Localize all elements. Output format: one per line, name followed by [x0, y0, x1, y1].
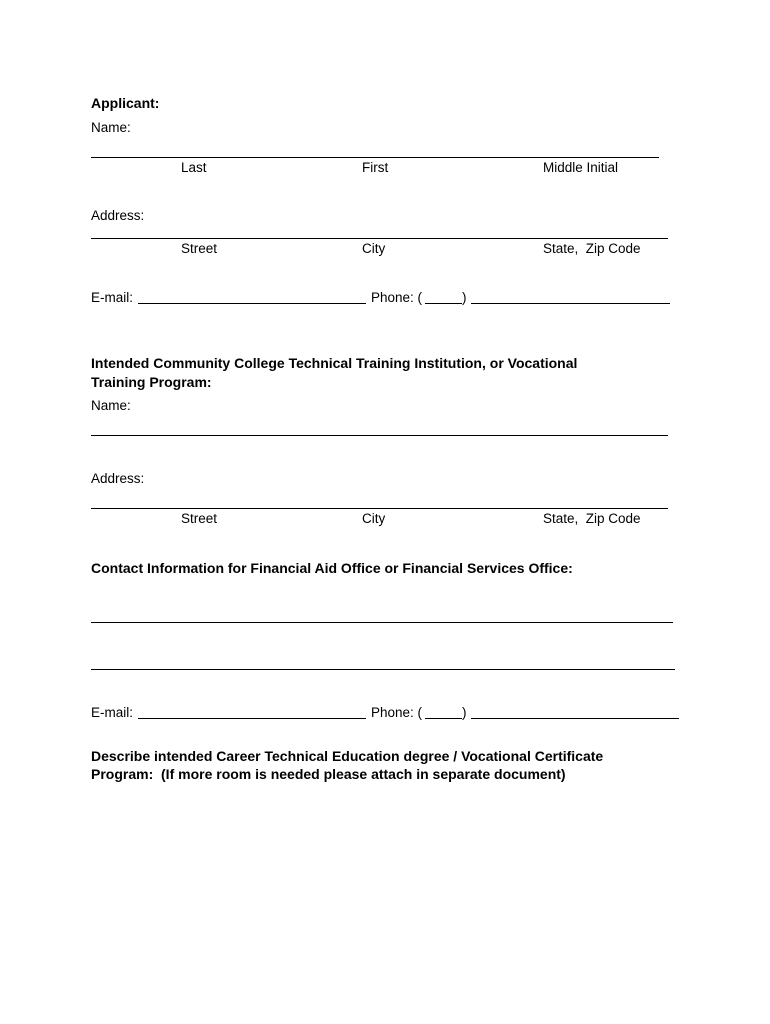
applicant-email-label: E-mail: [91, 290, 134, 305]
institution-heading-line1: Intended Community College Technical Training Institution, or Vocational [91, 355, 578, 371]
address-state-zip-caption: State, Zip Code [543, 241, 641, 256]
applicant-phone-close-paren: ) [462, 290, 467, 305]
applicant-address-label: Address: [91, 208, 145, 223]
financial-aid-phone-label: Phone: ( [371, 705, 423, 720]
name-first-caption: First [362, 160, 389, 175]
inst-address-state-zip-caption: State, Zip Code [543, 511, 641, 526]
inst-address-city-caption: City [362, 511, 386, 526]
institution-address-line[interactable] [91, 508, 668, 509]
institution-name-label: Name: [91, 398, 131, 413]
name-middle-initial-caption: Middle Initial [543, 160, 619, 175]
institution-address-label: Address: [91, 471, 145, 486]
describe-heading-line1: Describe intended Career Technical Education degree / Vocational Certificate [91, 748, 604, 764]
applicant-name-line[interactable] [91, 157, 659, 158]
name-last-caption: Last [181, 160, 207, 175]
applicant-phone-label: Phone: ( [371, 290, 423, 305]
financial-aid-line-1[interactable] [91, 622, 673, 623]
address-city-caption: City [362, 241, 386, 256]
applicant-address-line[interactable] [91, 238, 668, 239]
applicant-area-code-field[interactable] [425, 303, 462, 304]
address-street-caption: Street [181, 241, 218, 256]
financial-aid-email-label: E-mail: [91, 705, 134, 720]
applicant-phone-field[interactable] [471, 303, 670, 304]
financial-aid-heading: Contact Information for Financial Aid Office or Financial Services Office: [91, 560, 573, 576]
institution-name-line[interactable] [91, 435, 668, 436]
financial-aid-area-code-field[interactable] [425, 718, 462, 719]
financial-aid-line-2[interactable] [91, 669, 675, 670]
financial-aid-phone-close-paren: ) [462, 705, 467, 720]
describe-heading-line2: Program: (If more room is needed please attach in separate document) [91, 766, 566, 782]
applicant-name-label: Name: [91, 120, 131, 135]
financial-aid-phone-field[interactable] [471, 718, 679, 719]
institution-heading-line2: Training Program: [91, 374, 212, 390]
inst-address-street-caption: Street [181, 511, 218, 526]
applicant-email-field[interactable] [138, 303, 366, 304]
financial-aid-email-field[interactable] [138, 718, 366, 719]
applicant-heading: Applicant: [91, 95, 160, 111]
